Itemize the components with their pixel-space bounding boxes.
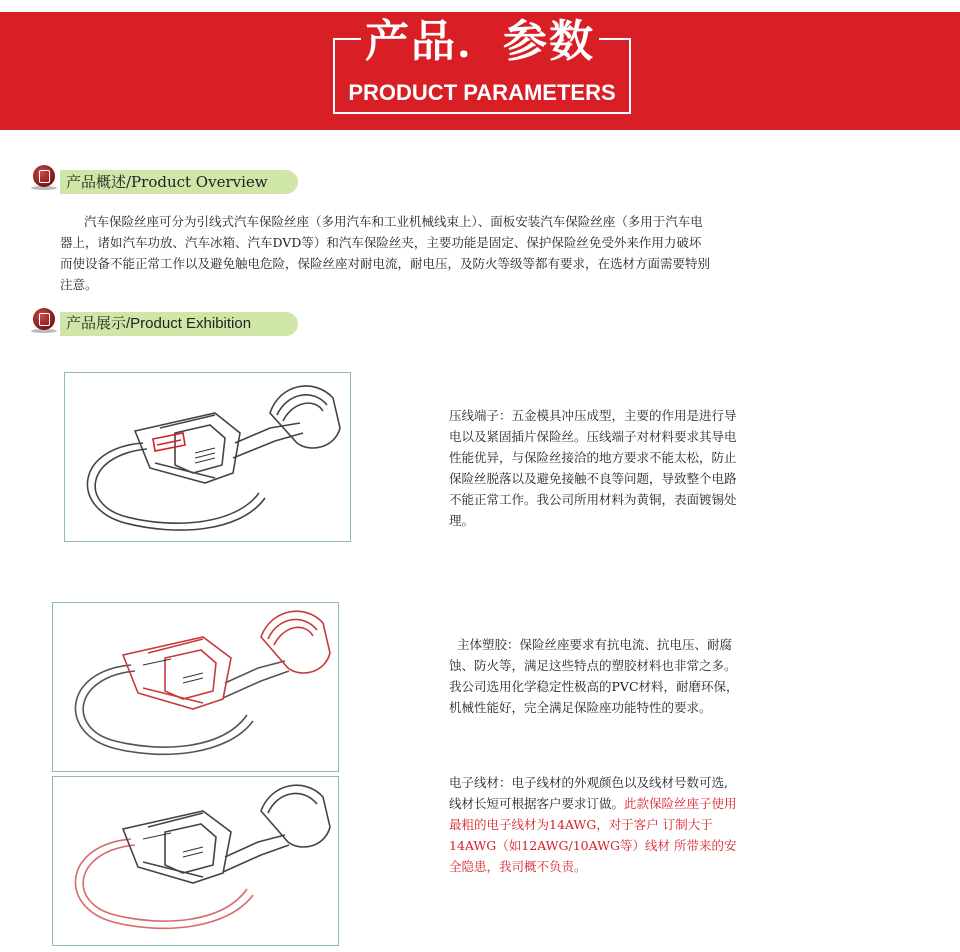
fuse-holder-drawing-wire bbox=[53, 777, 338, 945]
terminal-description: 压线端子：五金模具冲压成型，主要的作用是进行导电以及紧固插片保险丝。压线端子对材料要求其导电性能优异，与保险丝接洽的地方要求不能太松，防止保险丝脱落以及避免接触不良等问题，导致整个电路不能正常工作。我公司所用材料为黄铜，表面镀锡处理。 bbox=[449, 408, 737, 528]
fuse-holder-image-body bbox=[52, 602, 339, 772]
body-description bbox=[449, 634, 739, 718]
body-description-text: 主体塑胶：保险丝座要求有抗电流、抗电压、耐腐蚀、防火等，满足这些特点的塑胶材料也非常之多。我公司选用化学稳定性极高的PVC材料，耐磨环保，机械性能好，完全满足保险座功能特性的要求。 bbox=[449, 637, 739, 715]
top-strip bbox=[0, 0, 960, 12]
page-title-cn: 产品．参数 bbox=[365, 16, 595, 67]
title-frame-line-right bbox=[599, 38, 629, 40]
wire-description bbox=[449, 772, 739, 877]
wire-warning-text: 此款保险丝座子使用最粗的电子线材为14AWG，对于客户 订制大于14AWG（如12AWG/10AWG等）线材 所带来的安全隐患，我司概不负责。 bbox=[449, 796, 737, 874]
overview-heading: 产品概述/Product Overview bbox=[60, 170, 298, 194]
fuse-holder-image-terminal bbox=[64, 372, 351, 542]
page-title-en: PRODUCT PARAMETERS bbox=[348, 80, 616, 105]
fuse-holder-drawing-body bbox=[53, 603, 338, 771]
overview-text: 汽车保险丝座可分为引线式汽车保险丝座（多用汽车和工业机械线束上）、面板安装汽车保险丝座（多用于汽车电器上，诸如汽车功放、汽车冰箱、汽车DVD等）和汽车保险丝夹，主要功能是固定、保护保险丝免受外来作用力破坏而使设备不能正常工作以及避免触电危险，保险丝座对耐电流，耐电压，及防火等级等都有要求，在选材方面需要特别注意。 bbox=[60, 214, 711, 292]
wire-description-text: 电子线材：电子线材的外观颜色以及线材号数可选,线材长短可根据客户要求订做。 bbox=[449, 775, 728, 811]
fuse-holder-drawing bbox=[65, 373, 350, 541]
document-icon bbox=[33, 165, 55, 187]
folder-icon bbox=[33, 308, 55, 330]
title-frame-line-left bbox=[333, 38, 361, 40]
overview-paragraph bbox=[60, 211, 710, 295]
exhibition-heading: 产品展示/Product Exhibition bbox=[60, 312, 298, 336]
fuse-holder-image-wire bbox=[52, 776, 339, 946]
